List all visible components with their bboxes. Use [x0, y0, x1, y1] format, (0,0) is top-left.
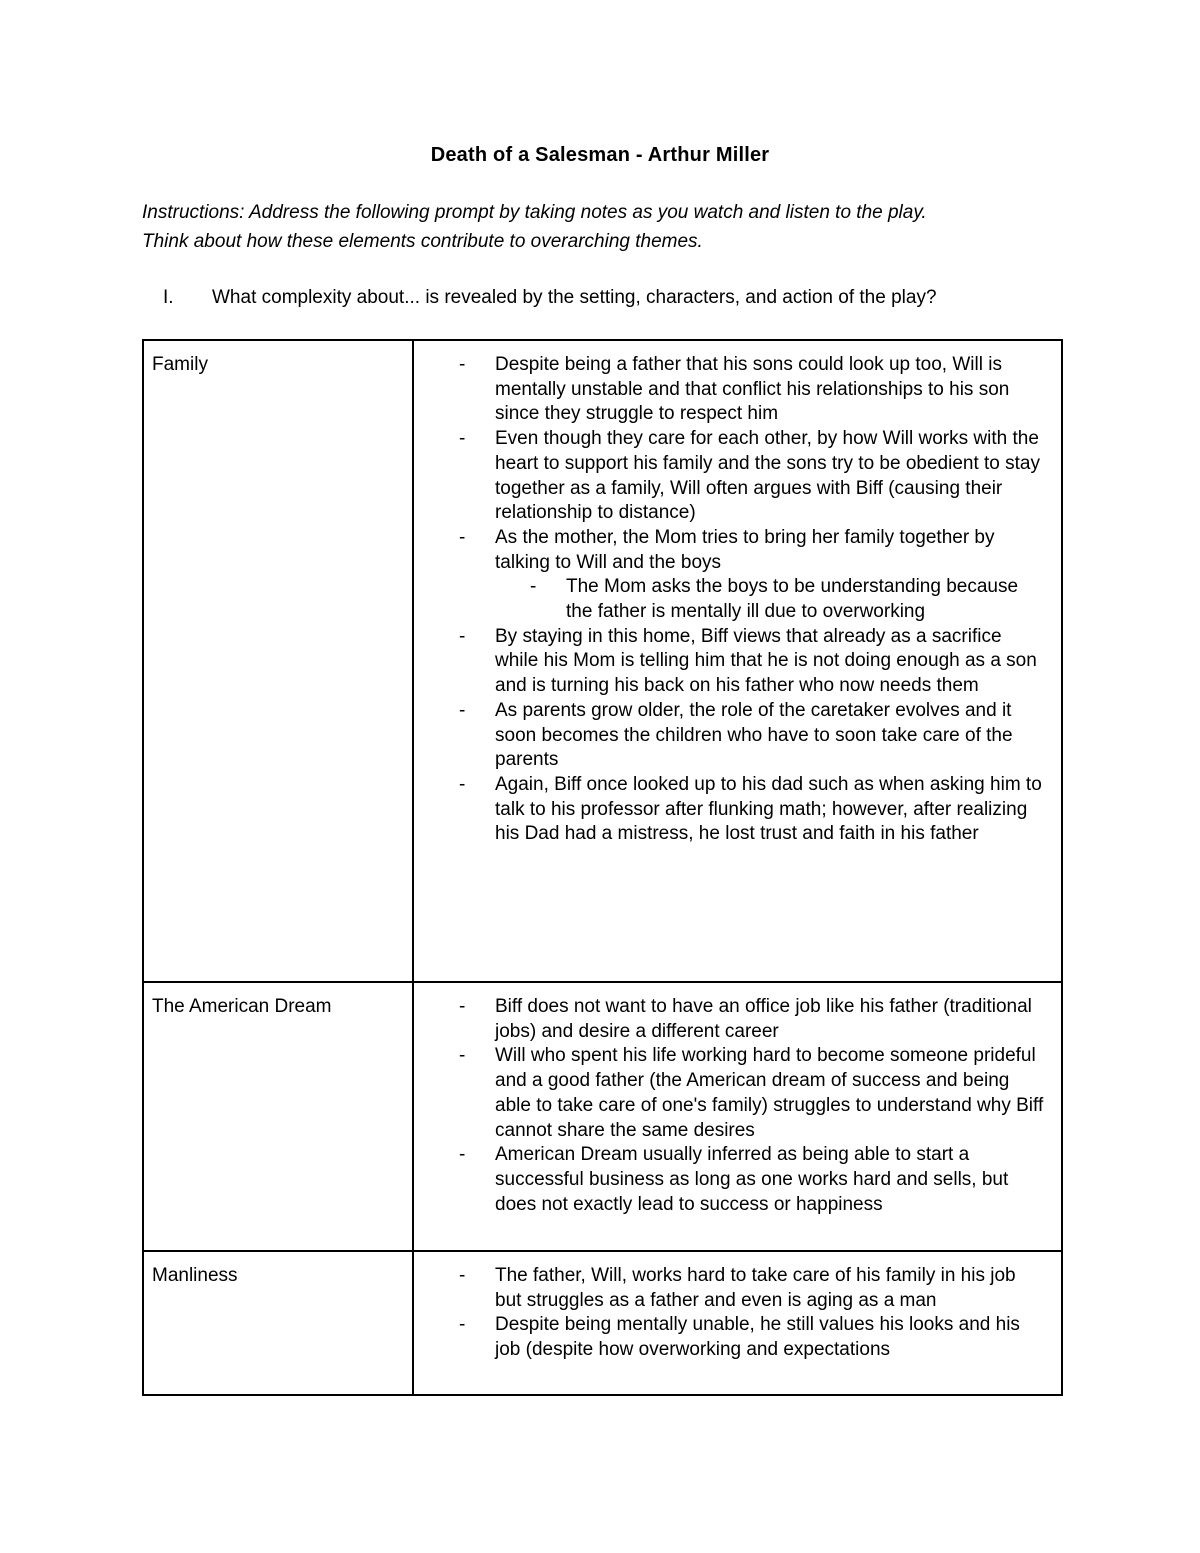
prompt-number: I. — [163, 287, 174, 308]
topic-cell — [143, 982, 413, 1251]
note-text: The father, Will, works hard to take care of his family in his job but struggles as a father and even is aging as a man — [495, 1265, 1016, 1311]
sub-note-item — [414, 575, 1047, 624]
note-text: By staying in this home, Biff views that already as a sacrifice while his Mom is telling him that he is not doing enough as a son and is turning his back on his father who now needs them — [495, 625, 1037, 697]
note-item — [414, 353, 1047, 427]
note-item — [414, 995, 1047, 1044]
topic-label: Family — [152, 354, 208, 375]
notes-cell — [413, 1251, 1062, 1395]
note-text: Despite being a father that his sons could look up too, Will is mentally unstable and that conflict his relationships to his son since they struggle to respect him — [495, 354, 1010, 425]
bullet-dash: - — [459, 354, 466, 375]
bullet-dash: - — [459, 428, 466, 450]
topic-label: The American Dream — [152, 996, 332, 1017]
note-item — [414, 625, 1047, 699]
bullet-dash: - — [459, 773, 466, 795]
note-item — [414, 1044, 1047, 1143]
table-row-manliness — [143, 1251, 1062, 1395]
note-item — [414, 427, 1047, 526]
notes-cell — [413, 340, 1062, 982]
instructions-line-1: Instructions: Address the following prompt by taking notes as you watch and listen to the play. — [142, 202, 927, 223]
instructions — [142, 199, 1062, 256]
note-item — [414, 699, 1047, 773]
document-title: Death of a Salesman - Arthur Miller — [430, 144, 770, 166]
notes-list — [414, 341, 1061, 847]
note-item — [414, 1264, 1047, 1313]
topic-label: Manliness — [152, 1265, 238, 1286]
table-row-american-dream — [143, 982, 1062, 1251]
note-text: As the mother, the Mom tries to bring her family together by talking to Will and the boys — [495, 526, 995, 573]
note-text: American Dream usually inferred as being able to start a successful business as long as one works hard and sells, but does not exactly lead to success or happiness — [495, 1144, 1009, 1215]
note-item — [414, 526, 1047, 575]
table-row-family — [143, 340, 1062, 982]
bullet-dash: - — [459, 699, 466, 721]
note-text: The Mom asks the boys to be understanding because the father is mentally ill due to overworking — [566, 576, 1019, 623]
note-text: Again, Biff once looked up to his dad such as when asking him to talk to his professor after flunking math; however, after realizing his Dad had a mistress, he lost trust and faith in his father — [495, 773, 1042, 845]
note-text: Despite being mentally unable, he still values his looks and his job (despite how overworking and expectations — [495, 1314, 1020, 1361]
bullet-dash: - — [459, 1314, 466, 1336]
bullet-dash: - — [459, 1045, 466, 1067]
topic-cell — [143, 1251, 413, 1395]
bullet-dash: - — [459, 1144, 466, 1166]
bullet-dash: - — [459, 1265, 466, 1286]
instructions-line-2: Think about how these elements contribute to overarching themes. — [142, 230, 703, 252]
notes-list — [414, 983, 1061, 1217]
note-item — [414, 1313, 1047, 1362]
topic-cell — [143, 340, 413, 982]
notes-cell — [413, 982, 1062, 1251]
bullet-dash: - — [459, 526, 466, 548]
note-text: As parents grow older, the role of the caretaker evolves and it soon becomes the children who have to soon take care of the parents — [495, 699, 1013, 771]
note-text: Will who spent his life working hard to become someone prideful and a good father (the American dream of success and being able to take care of one's family) struggles to understand why Biff cannot share the same desires — [495, 1045, 1044, 1141]
prompt-text: What complexity about... is revealed by the setting, characters, and action of the play? — [212, 287, 937, 308]
notes-list — [414, 1252, 1061, 1363]
notes-table — [142, 339, 1063, 1396]
note-item — [414, 1143, 1047, 1217]
note-item — [414, 773, 1047, 847]
note-text: Even though they care for each other, by how Will works with the heart to support his family and the sons try to be obedient to stay together as a family, Will often argues with Biff (causing their relationship to distance) — [495, 428, 1040, 524]
bullet-dash: - — [459, 996, 466, 1017]
bullet-dash: - — [530, 576, 537, 598]
note-text: Biff does not want to have an office job like his father (traditional jobs) and desire a different career — [495, 996, 1032, 1042]
bullet-dash: - — [459, 625, 466, 647]
